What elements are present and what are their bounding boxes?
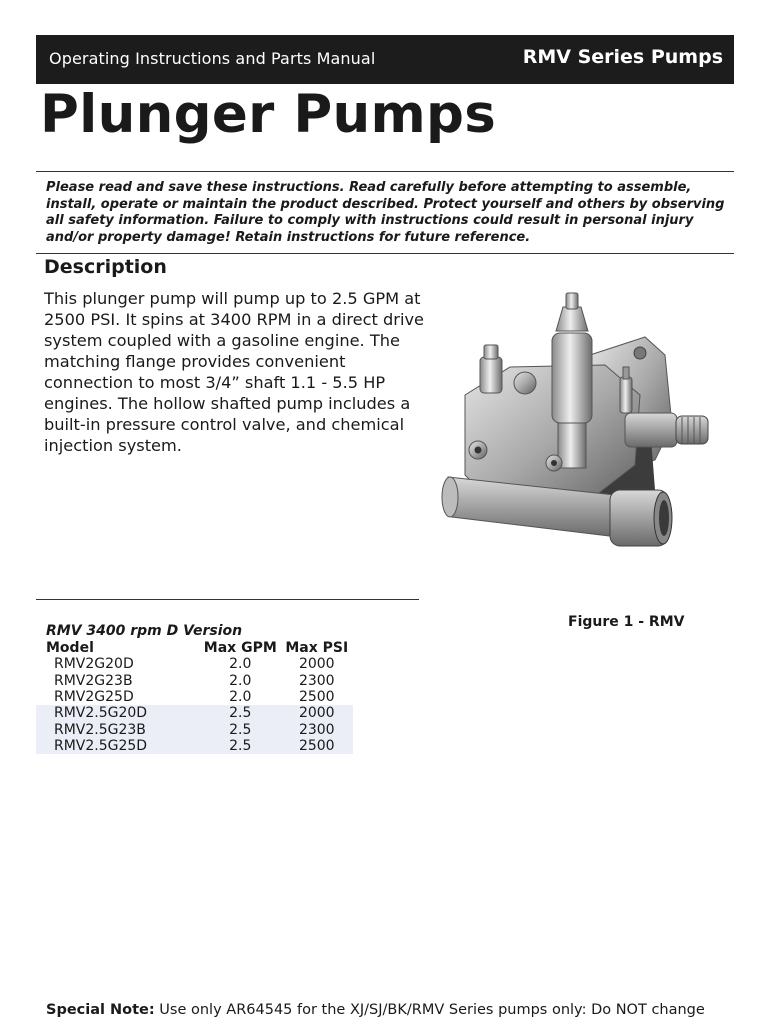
header-bar (36, 35, 734, 84)
table-row (36, 705, 353, 721)
cell-model: RMV2G23B (54, 672, 133, 689)
cell-max-gpm: 2.0 (229, 656, 252, 673)
cell-max-psi: 2500 (298, 689, 335, 706)
table-row (36, 689, 353, 705)
section-heading-description: Description (44, 256, 167, 278)
page-title: Plunger Pumps (40, 84, 497, 145)
cell-max-psi: 2300 (281, 721, 353, 737)
cell-max-gpm: 2.5 (200, 738, 281, 754)
table-row (36, 738, 353, 754)
divider (36, 253, 734, 254)
divider (36, 171, 734, 172)
series-label: RMV Series Pumps (522, 46, 723, 68)
table-row (36, 721, 353, 737)
cell-model: RMV2G25D (54, 689, 134, 706)
cell-model: RMV2.5G25D (36, 738, 200, 754)
special-note-label: Special Note: (46, 1002, 155, 1018)
pump-image (440, 285, 720, 555)
cell-max-gpm: 2.0 (229, 689, 252, 706)
cell-max-gpm: 2.0 (229, 672, 252, 689)
safety-notice: Please read and save these instructions. Read carefully before attempting to assemble, install, operate or maintain the product described. Protect yourself and others by observing all safety information. Failure to comply with instructions could result in personal injury and/or property damage! Retain instructions for future reference. (46, 180, 725, 245)
spec-table-title: RMV 3400 rpm D Version (46, 623, 243, 639)
cell-model: RMV2.5G20D (36, 705, 200, 721)
column-header-max-psi: Max PSI (285, 640, 349, 657)
cell-max-psi: 2500 (281, 738, 353, 754)
column-header-model: Model (46, 640, 94, 657)
special-note (46, 1000, 736, 1020)
table-row (36, 656, 353, 672)
description-text: This plunger pump will pump up to 2.5 GPM at 2500 PSI. It spins at 3400 RPM in a direct drive system coupled with a gasoline engine. The matching flange provides convenient connection to most 3/4” shaft 1.1 - 5.5 HP engines. The hollow shafted pump includes a built-in pressure control valve, and chemical injection system. (44, 289, 424, 455)
spec-table (36, 640, 353, 754)
cell-max-psi: 2000 (281, 705, 353, 721)
table-row (36, 673, 353, 689)
figure-caption: Figure 1 - RMV (568, 614, 685, 630)
special-note-text: Use only AR64545 for the XJ/SJ/BK/RMV Series pumps only: Do NOT change (159, 1002, 705, 1018)
cell-model: RMV2G20D (54, 656, 134, 673)
cell-max-psi: 2300 (298, 672, 335, 689)
manual-type-label: Operating Instructions and Parts Manual (49, 49, 376, 68)
column-header-max-gpm: Max GPM (203, 640, 277, 657)
spec-table-header-row (36, 640, 353, 656)
divider (36, 599, 419, 600)
cell-max-psi: 2000 (298, 656, 335, 673)
cell-model: RMV2.5G23B (36, 721, 200, 737)
cell-max-gpm: 2.5 (200, 705, 281, 721)
cell-max-gpm: 2.5 (200, 721, 281, 737)
